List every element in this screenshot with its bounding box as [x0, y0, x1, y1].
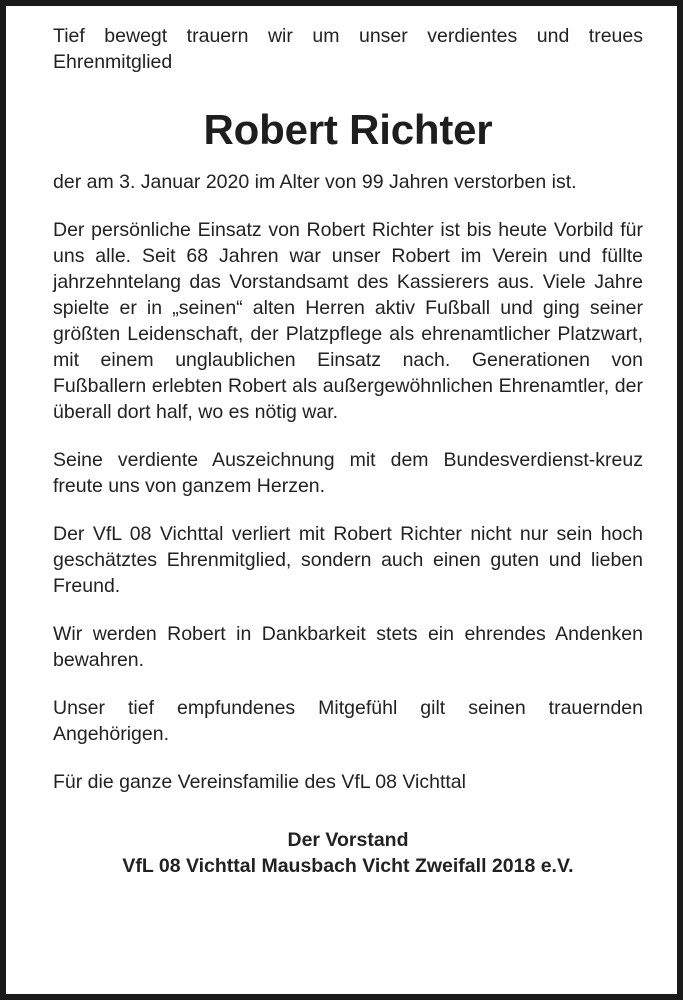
signature-club: VfL 08 Vichttal Mausbach Vicht Zweifall 2018 e.V.	[122, 855, 574, 877]
intro-text: Tief bewegt trauern wir um unser verdientes und treues Ehrenmitglied	[53, 25, 643, 73]
signature-board: Der Vorstand	[287, 829, 409, 851]
notice-content	[53, 23, 643, 879]
death-line: der am 3. Januar 2020 im Alter von 99 Jahren verstorben ist.	[53, 171, 577, 193]
paragraph-remembrance: Wir werden Robert in Dankbarkeit stets ein ehrendes Andenken bewahren.	[53, 623, 643, 671]
paragraph-award: Seine verdiente Auszeichnung mit dem Bundesverdienst-kreuz freute uns von ganzem Herzen.	[53, 449, 643, 497]
deceased-name: Robert Richter	[203, 106, 493, 153]
paragraph-family: Für die ganze Vereinsfamilie des VfL 08 Vichttal	[53, 771, 466, 793]
paragraph-tribute: Der persönliche Einsatz von Robert Richter ist bis heute Vorbild für uns alle. Seit 68 Jahren war unser Robert im Verein und füllte jahrzehntelang das Vorstandsamt des Kassierers aus. Viele Jahre spielte er in „seinen“ alten Herren aktiv Fußball und ging seiner größten Leidenschaft, der Platzpflege als ehrenamtlicher Platzwart, mit einem unglaublichen Einsatz nach. Generationen von Fußballern erlebten Robert als außergewöhnlichen Ehrenamtler, der überall dort half, wo es nötig war.	[53, 219, 643, 423]
paragraph-club: Der VfL 08 Vichttal verliert mit Robert Richter nicht nur sein hoch geschätztes Ehrenmitglied, sondern auch einen guten und lieben Freund.	[53, 523, 643, 597]
signature-block	[53, 827, 643, 879]
paragraph-condolence: Unser tief empfundenes Mitgefühl gilt seinen trauernden Angehörigen.	[53, 697, 643, 745]
